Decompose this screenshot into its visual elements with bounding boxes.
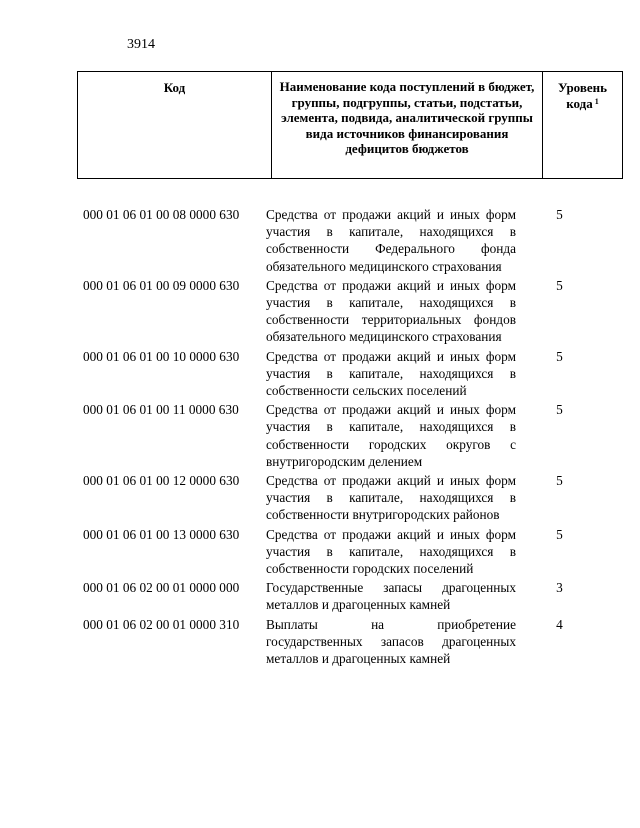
row-name: Средства от продажи акций и иных форм участия в капитале, находящихся в собственности территориальных фондов обязательного медицинского страхования xyxy=(266,277,516,345)
row-code: 000 01 06 02 00 01 0000 000 xyxy=(83,580,240,596)
header-row xyxy=(78,72,623,179)
row-code: 000 01 06 02 00 01 0000 310 xyxy=(83,616,240,632)
header-level-label: Уровень кода xyxy=(557,80,608,111)
page-number: 3914 xyxy=(127,37,155,52)
row-level: 4 xyxy=(556,616,563,632)
table-row xyxy=(77,277,595,346)
row-level: 5 xyxy=(556,277,563,293)
row-code: 000 01 06 01 00 11 0000 630 xyxy=(83,402,239,418)
table-row xyxy=(77,579,595,613)
row-name: Средства от продажи акций и иных форм участия в капитале, находящихся в собственности Федерального фонда обязательного медицинского страхования xyxy=(266,207,516,274)
table-row xyxy=(77,472,595,524)
header-level xyxy=(543,72,623,179)
table-row xyxy=(77,401,595,470)
table-header xyxy=(77,71,623,179)
row-code: 000 01 06 01 00 12 0000 630 xyxy=(83,473,240,489)
row-level: 5 xyxy=(556,526,563,542)
row-code: 000 01 06 01 00 08 0000 630 xyxy=(83,207,240,222)
row-level: 5 xyxy=(556,207,563,222)
row-level: 5 xyxy=(556,348,563,364)
row-level: 5 xyxy=(556,473,563,489)
row-name: Государственные запасы драгоценных металлов и драгоценных камней xyxy=(266,580,516,613)
row-code: 000 01 06 01 00 13 0000 630 xyxy=(83,526,240,542)
header-name: Наименование кода поступлений в бюджет, группы, подгруппы, статьи, подстатьи, элемента, подвида, аналитической группы вида источников финансирования дефицитов бюджетов xyxy=(272,72,543,179)
row-level: 5 xyxy=(556,402,563,418)
table-body xyxy=(77,206,595,669)
row-code: 000 01 06 01 00 10 0000 630 xyxy=(83,348,240,364)
row-name: Средства от продажи акций и иных форм участия в капитале, находящихся в собственности внутригородских районов xyxy=(266,473,516,523)
row-level: 3 xyxy=(556,580,563,596)
header-code: Код xyxy=(78,72,272,179)
row-name: Средства от продажи акций и иных форм участия в капитале, находящихся в собственности сельских поселений xyxy=(266,348,516,399)
table-row xyxy=(77,616,595,668)
table-row xyxy=(77,526,595,578)
footnote-marker: 1 xyxy=(594,96,599,106)
table-row xyxy=(77,206,595,275)
table-row xyxy=(77,348,595,400)
row-name: Средства от продажи акций и иных форм участия в капитале, находящихся в собственности городских округов с внутригородским делением xyxy=(266,402,516,469)
row-code: 000 01 06 01 00 09 0000 630 xyxy=(83,277,240,293)
row-name: Выплаты на приобретение государственных запасов драгоценных металлов и драгоценных камней xyxy=(266,616,516,667)
row-name: Средства от продажи акций и иных форм участия в капитале, находящихся в собственности городских поселений xyxy=(266,526,516,577)
